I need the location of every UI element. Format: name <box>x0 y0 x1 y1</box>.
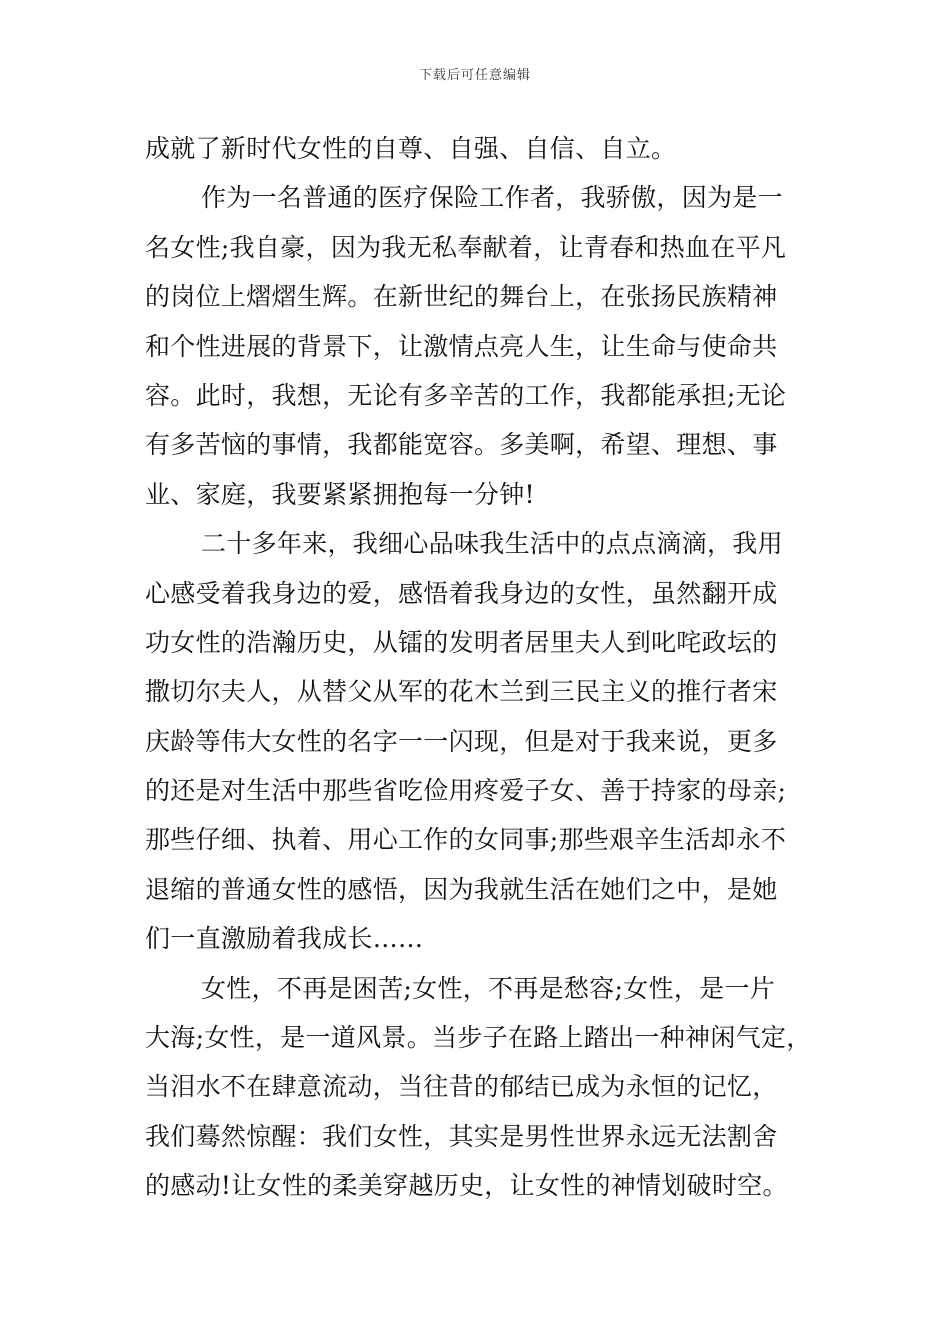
text-line: 退缩的普通女性的感悟，因为我就生活在她们之中，是她 <box>145 874 778 904</box>
text-line: 大海;女性，是一道风景。当步子在路上踏出一种神闲气定， <box>145 1023 812 1053</box>
text-line: 我们蓦然惊醒：我们女性，其实是男性世界永远无法割舍 <box>145 1121 778 1151</box>
text-line: 业、家庭，我要紧紧拥抱每一分钟! <box>145 479 535 509</box>
text-line: 当泪水不在肆意流动，当往昔的郁结已成为永恒的记忆， <box>145 1072 778 1102</box>
text-line: 庆龄等伟大女性的名字一一闪现，但是对于我来说，更多 <box>145 726 778 756</box>
text-line: 成就了新时代女性的自尊、自强、自信、自立。 <box>145 134 677 163</box>
paragraph-first-line: 二十多年来，我细心品味我生活中的点点滴滴，我用 <box>201 529 783 559</box>
paragraph-first-line: 女性，不再是困苦;女性，不再是愁容;女性，是一片 <box>201 973 776 1003</box>
paragraph-first-line: 作为一名普通的医疗保险工作者，我骄傲，因为是一 <box>201 183 783 213</box>
text-line: 有多苦恼的事情，我都能宽容。多美啊，希望、理想、事 <box>145 430 778 460</box>
text-line: 的岗位上熠熠生辉。在新世纪的舞台上，在张扬民族精神 <box>145 282 778 312</box>
text-line: 心感受着我身边的爱，感悟着我身边的女性，虽然翻开成 <box>145 578 778 608</box>
text-line: 容。此时，我想，无论有多辛苦的工作，我都能承担;无论 <box>145 380 787 410</box>
text-line: 撒切尔夫人，从替父从军的花木兰到三民主义的推行者宋 <box>145 677 778 707</box>
text-line: 名女性;我自豪，因为我无私奉献着，让青春和热血在平凡 <box>145 232 787 262</box>
page-header: 下载后可任意编辑 <box>418 68 531 83</box>
text-line: 和个性进展的背景下，让激情点亮人生，让生命与使命共 <box>145 331 778 361</box>
text-line: 的感动!让女性的柔美穿越历史，让女性的神情划破时空。 <box>145 1171 788 1201</box>
text-line: 们一直激励着我成长…… <box>145 924 424 954</box>
document-body <box>145 124 810 1211</box>
text-line: 那些仔细、执着、用心工作的女同事;那些艰辛生活却永不 <box>145 825 787 855</box>
text-line: 的还是对生活中那些省吃俭用疼爱子女、善于持家的母亲; <box>145 776 787 806</box>
text-line: 功女性的浩瀚历史，从镭的发明者居里夫人到叱咤政坛的 <box>145 627 778 657</box>
